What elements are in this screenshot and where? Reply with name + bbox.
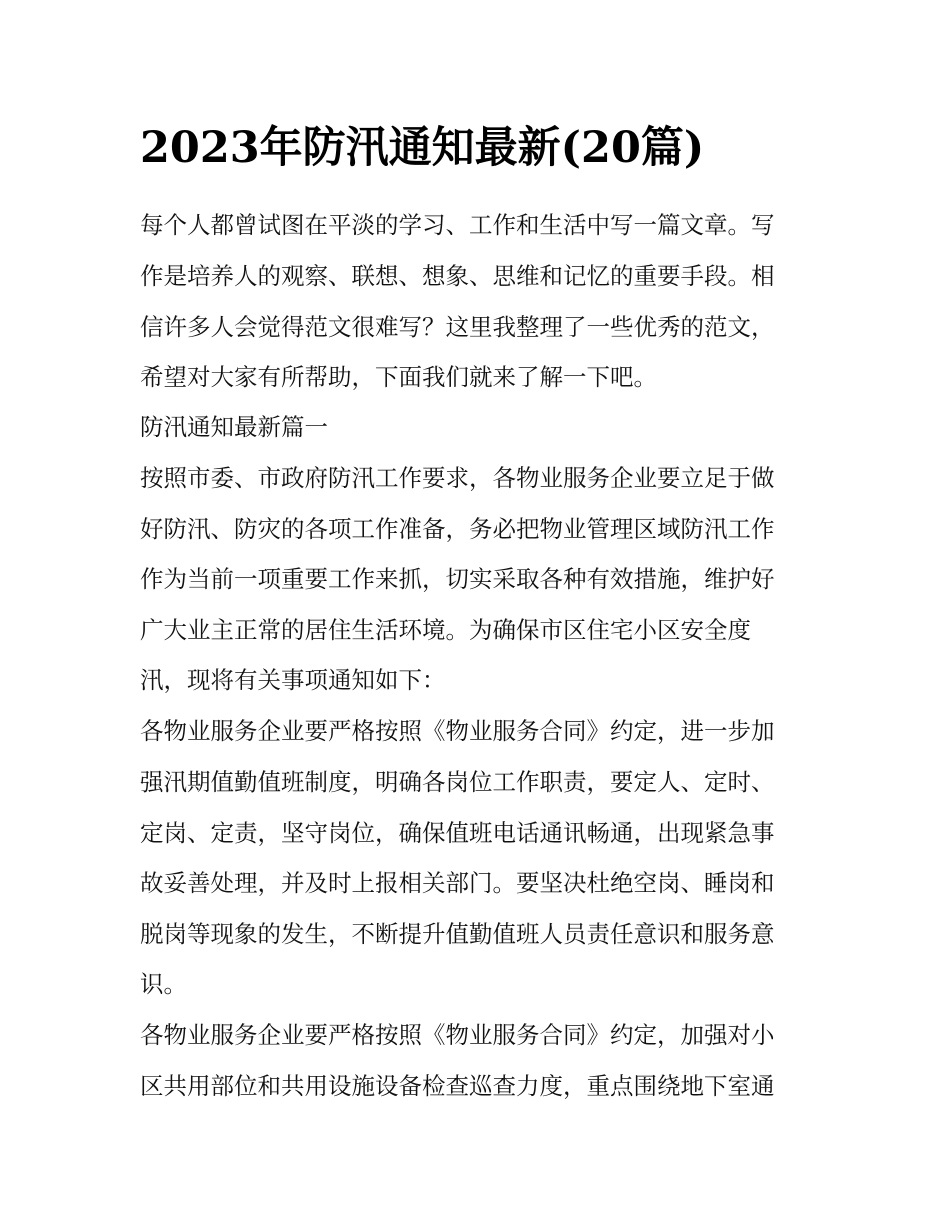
paragraph-line: 汛，现将有关事项通知如下： [140, 666, 446, 694]
paragraph-line: 信许多人会觉得范文很难写？这里我整理了一些优秀的范文， [140, 313, 775, 341]
paragraph-line: 广大业主正常的居住生活环境。为确保市区住宅小区安全度 [140, 616, 751, 644]
paragraph-line: 强汛期值勤值班制度，明确各岗位工作职责，要定人、定时、 [140, 768, 775, 796]
section-heading: 防汛通知最新篇一 [140, 413, 328, 441]
paragraph-line: 定岗、定责，坚守岗位，确保值班电话通讯畅通，出现紧急事 [140, 819, 775, 847]
paragraph-line: 脱岗等现象的发生，不断提升值勤值班人员责任意识和服务意 [140, 920, 775, 948]
paragraph-line: 按照市委、市政府防汛工作要求，各物业服务企业要立足于做 [140, 464, 775, 492]
paragraph-line: 每个人都曾试图在平淡的学习、工作和生活中写一篇文章。写 [140, 211, 775, 239]
paragraph-line: 好防汛、防灾的各项工作准备，务必把物业管理区域防汛工作 [140, 515, 775, 543]
paragraph-line: 各物业服务企业要严格按照《物业服务合同》约定，加强对小 [140, 1021, 775, 1049]
paragraph-line: 各物业服务企业要严格按照《物业服务合同》约定，进一步加 [140, 717, 775, 745]
paragraph-line: 作为当前一项重要工作来抓，切实采取各种有效措施，维护好 [140, 565, 775, 593]
paragraph-line: 希望对大家有所帮助，下面我们就来了解一下吧。 [140, 363, 657, 391]
paragraph-line: 区共用部位和共用设施设备检查巡查力度，重点围绕地下室通 [140, 1072, 775, 1100]
paragraph-line: 识。 [140, 970, 187, 998]
paragraph-line: 作是培养人的观察、联想、想象、思维和记忆的重要手段。相 [140, 262, 775, 290]
paragraph-line: 故妥善处理，并及时上报相关部门。要坚决杜绝空岗、睡岗和 [140, 869, 775, 897]
document-title: 2023年防汛通知最新(20篇) [140, 123, 705, 173]
